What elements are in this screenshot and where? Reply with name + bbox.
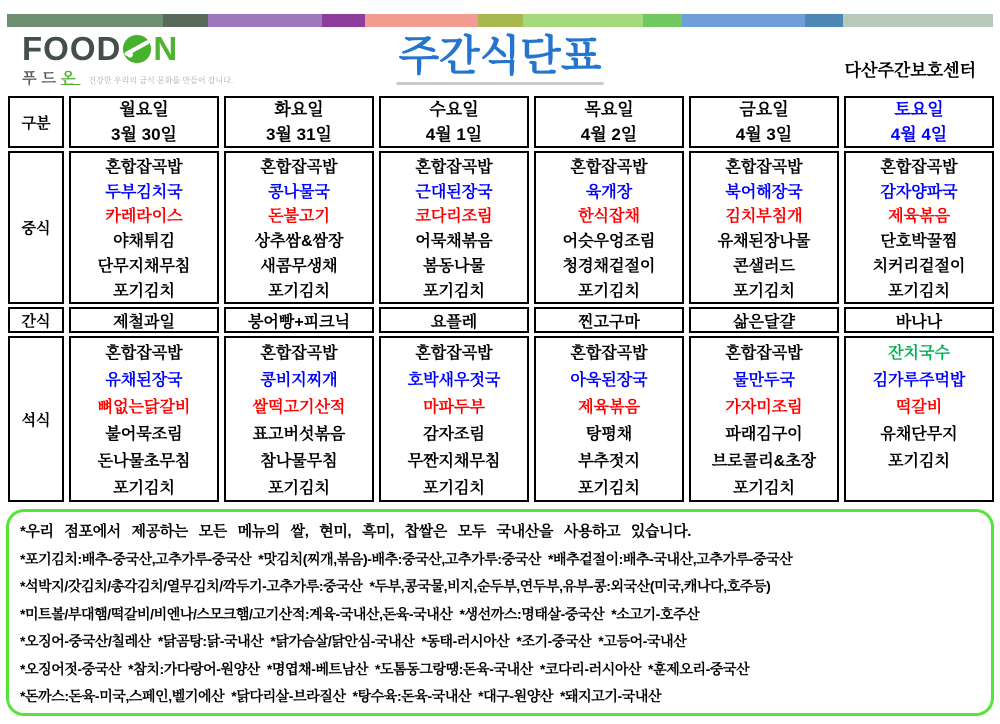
note-line: *석박지/갓김치/총각김치/열무김치/깍두기-고추가루:중국산 *두부,콩국물,비지,순두부,연두부,유부-콩:외국산(미국,캐나다,호주등) bbox=[20, 578, 771, 594]
menu-item: 불어묵조림 bbox=[105, 426, 183, 443]
menu-item: 부추젓지 bbox=[578, 453, 640, 470]
menu-item: 돈나물초무침 bbox=[97, 453, 191, 470]
brand-tagline: 건강한 우리의 급식 문화를 만들어 갑니다. bbox=[88, 76, 234, 85]
menu-item: 포기김치 bbox=[578, 480, 640, 497]
day-date: 4월 4일 bbox=[890, 125, 948, 144]
day-weekday: 월요일 bbox=[119, 100, 169, 119]
dinner-menu bbox=[224, 336, 374, 502]
menu-item: 야채튀김 bbox=[113, 233, 175, 251]
color-segment bbox=[843, 14, 993, 27]
menu-item: 단호박꿀찜 bbox=[880, 233, 958, 251]
brand-korean-on: 온 bbox=[60, 70, 81, 87]
lunch-menu bbox=[224, 151, 374, 304]
day-date: 3월 30일 bbox=[111, 125, 177, 144]
note-line: *미트볼/부대햄/떡갈비/비엔나/스모크햄/고기산적:계육-국내산,돈육-국내산 *생선까스:명태살-중국산 *소고기-호주산 bbox=[20, 605, 700, 622]
snack-menu: 삶은달걀 bbox=[689, 307, 839, 333]
menu-item: 잔치국수 bbox=[888, 345, 950, 362]
dinner-menu bbox=[689, 336, 839, 502]
menu-item: 코다리조림 bbox=[415, 208, 493, 226]
brand-subline bbox=[22, 67, 233, 88]
menu-item: 혼합잡곡밥 bbox=[570, 158, 648, 176]
day-header bbox=[844, 96, 994, 148]
brand-text-food: FOOD bbox=[22, 30, 122, 67]
day-date: 4월 2일 bbox=[580, 125, 638, 144]
menu-item: 북어해장국 bbox=[725, 183, 803, 201]
day-column-3 bbox=[379, 96, 529, 502]
menu-item: 제육볶음 bbox=[578, 399, 640, 416]
day-column-6 bbox=[844, 96, 994, 502]
day-column-5 bbox=[689, 96, 839, 502]
menu-item: 청경채겉절이 bbox=[562, 258, 656, 276]
menu-item: 포기김치 bbox=[578, 282, 640, 300]
page-title: 주간식단표 bbox=[397, 30, 604, 85]
menu-item: 혼합잡곡밥 bbox=[105, 345, 183, 362]
day-header bbox=[224, 96, 374, 148]
menu-item: 단무지채무침 bbox=[97, 258, 191, 276]
menu-item: 포기김치 bbox=[113, 282, 175, 300]
menu-item: 혼합잡곡밥 bbox=[570, 345, 648, 362]
menu-item: 마파두부 bbox=[423, 399, 485, 416]
lunch-menu bbox=[689, 151, 839, 304]
menu-item: 포기김치 bbox=[733, 480, 795, 497]
color-segment bbox=[7, 14, 163, 27]
menu-item: 탕평채 bbox=[585, 426, 633, 443]
menu-item: 뼈없는닭갈비 bbox=[97, 399, 191, 416]
category-column bbox=[8, 96, 64, 502]
top-color-bar bbox=[7, 14, 993, 27]
day-weekday: 수요일 bbox=[429, 100, 479, 119]
menu-item: 어묵채볶음 bbox=[415, 233, 493, 251]
menu-item: 콩비지찌개 bbox=[260, 372, 338, 389]
menu-item: 포기김치 bbox=[733, 282, 795, 300]
menu-item: 제육볶음 bbox=[888, 208, 950, 226]
menu-item: 포기김치 bbox=[888, 453, 950, 470]
lunch-menu bbox=[534, 151, 684, 304]
snack-menu: 바나나 bbox=[844, 307, 994, 333]
brand-korean-pudeu: 푸드 bbox=[22, 70, 61, 87]
day-date: 4월 3일 bbox=[735, 125, 793, 144]
color-segment bbox=[478, 14, 523, 27]
menu-item: 참나물무침 bbox=[260, 453, 338, 470]
menu-item: 포기김치 bbox=[888, 282, 950, 300]
menu-item: 혼합잡곡밥 bbox=[880, 158, 958, 176]
day-date: 3월 31일 bbox=[266, 125, 332, 144]
note-line: *오징어-중국산/칠레산 *닭곰탕:닭-국내산 *닭가슴살/닭안심-국내산 *동태-러시아산 *조기-중국산 *고등어-국내산 bbox=[20, 633, 687, 649]
snack-menu: 붕어빵+피크닉 bbox=[224, 307, 374, 333]
lunch-menu bbox=[844, 151, 994, 304]
day-weekday: 화요일 bbox=[274, 100, 324, 119]
lunch-menu bbox=[69, 151, 219, 304]
day-weekday: 목요일 bbox=[584, 100, 634, 119]
menu-item: 김치부침개 bbox=[725, 208, 803, 226]
snack-menu: 요플레 bbox=[379, 307, 529, 333]
color-segment bbox=[365, 14, 478, 27]
menu-item: 가자미조림 bbox=[725, 399, 803, 416]
note-line: *우리 점포에서 제공하는 모든 메뉴의 쌀, 현미, 흑미, 찹쌀은 모두 국내산을 사용하고 있습니다. bbox=[20, 523, 692, 540]
menu-item: 상추쌈&쌈장 bbox=[254, 233, 344, 251]
menu-item: 무짠지채무침 bbox=[407, 453, 501, 470]
menu-item: 감자조림 bbox=[423, 426, 485, 443]
menu-item: 아욱된장국 bbox=[570, 372, 648, 389]
day-header bbox=[69, 96, 219, 148]
menu-item: 유채된장나물 bbox=[717, 233, 811, 251]
color-segment bbox=[163, 14, 208, 27]
dinner-menu bbox=[69, 336, 219, 502]
color-segment bbox=[523, 14, 643, 27]
menu-item: 두부김치국 bbox=[105, 183, 183, 201]
menu-item: 어슷우엉조림 bbox=[562, 233, 656, 251]
menu-item: 혼합잡곡밥 bbox=[260, 158, 338, 176]
menu-item: 콘샐러드 bbox=[733, 258, 795, 276]
menu-item: 유채된장국 bbox=[105, 372, 183, 389]
snack-menu: 제철과일 bbox=[69, 307, 219, 333]
day-header bbox=[534, 96, 684, 148]
menu-item: 혼합잡곡밥 bbox=[725, 345, 803, 362]
menu-item: 혼합잡곡밥 bbox=[415, 158, 493, 176]
menu-item: 치커리겉절이 bbox=[872, 258, 966, 276]
menu-item: 호박새우젓국 bbox=[407, 372, 501, 389]
menu-item: 혼합잡곡밥 bbox=[105, 158, 183, 176]
menu-item: 봄동나물 bbox=[423, 258, 485, 276]
note-line: *포기김치:배추-중국산,고추가루-중국산 *맛김치(찌개,볶음)-배추:중국산,고추가루:중국산 *배추겉절이:배추-국내산,고추가루-중국산 bbox=[20, 550, 793, 567]
center-name: 다산주간보호센터 bbox=[844, 61, 976, 80]
menu-table bbox=[8, 96, 994, 502]
menu-item: 새콤무생채 bbox=[260, 258, 338, 276]
note-line: *오징어젓-중국산 *참치:가다랑어-원양산 *명엽채-베트남산 *도톰동그랑땡:돈육-국내산 *코다리-러시아산 *훈제오리-중국산 bbox=[20, 660, 750, 677]
menu-item: 혼합잡곡밥 bbox=[415, 345, 493, 362]
row-label-dinner: 석식 bbox=[8, 336, 64, 502]
menu-item: 근대된장국 bbox=[415, 183, 493, 201]
menu-item: 포기김치 bbox=[423, 282, 485, 300]
page-header bbox=[0, 30, 1000, 92]
notes-box bbox=[6, 509, 994, 716]
color-segment bbox=[322, 14, 365, 27]
menu-item: 유채단무지 bbox=[880, 426, 958, 443]
menu-item: 표고버섯볶음 bbox=[252, 426, 346, 443]
corner-label: 구분 bbox=[8, 96, 64, 148]
day-header bbox=[689, 96, 839, 148]
dinner-menu bbox=[534, 336, 684, 502]
day-column-4 bbox=[534, 96, 684, 502]
menu-item: 카레라이스 bbox=[105, 208, 183, 226]
menu-item: 콩나물국 bbox=[268, 183, 330, 201]
dinner-menu bbox=[379, 336, 529, 502]
menu-item: 포기김치 bbox=[113, 480, 175, 497]
brand-wordmark bbox=[22, 32, 233, 66]
menu-item: 브로콜리&초장 bbox=[711, 453, 817, 470]
brand-o-spoon-icon bbox=[122, 34, 152, 64]
menu-item: 떡갈비 bbox=[895, 399, 943, 416]
day-weekday: 금요일 bbox=[739, 100, 789, 119]
menu-item: 물만두국 bbox=[733, 372, 795, 389]
menu-item: 혼합잡곡밥 bbox=[725, 158, 803, 176]
brand-korean bbox=[22, 67, 80, 88]
note-line: *돈까스:돈육-미국,스페인,벨기에산 *닭다리살-브라질산 *탕수육:돈육-국내산 *대구-원양산 *돼지고기-국내산 bbox=[20, 688, 662, 704]
color-segment bbox=[805, 14, 843, 27]
lunch-menu bbox=[379, 151, 529, 304]
menu-item: 포기김치 bbox=[423, 480, 485, 497]
menu-item: 한식잡채 bbox=[578, 208, 640, 226]
day-header bbox=[379, 96, 529, 148]
day-column-2 bbox=[224, 96, 374, 502]
row-label-lunch: 중식 bbox=[8, 151, 64, 304]
menu-item: 파래김구이 bbox=[725, 426, 803, 443]
dinner-menu bbox=[844, 336, 994, 502]
menu-item: 김가루주먹밥 bbox=[872, 372, 966, 389]
foodon-logo bbox=[22, 32, 233, 88]
snack-menu: 찐고구마 bbox=[534, 307, 684, 333]
color-segment bbox=[208, 14, 322, 27]
menu-item: 감자양파국 bbox=[880, 183, 958, 201]
day-date: 4월 1일 bbox=[425, 125, 483, 144]
brand-text-n: N bbox=[153, 30, 179, 67]
day-weekday: 토요일 bbox=[894, 100, 944, 119]
menu-item: 포기김치 bbox=[268, 282, 330, 300]
menu-item: 포기김치 bbox=[268, 480, 330, 497]
color-segment bbox=[682, 14, 805, 27]
menu-item: 쌀떡고기산적 bbox=[252, 399, 346, 416]
menu-item: 혼합잡곡밥 bbox=[260, 345, 338, 362]
day-column-1 bbox=[69, 96, 219, 502]
row-label-snack: 간식 bbox=[8, 307, 64, 333]
color-segment bbox=[643, 14, 682, 27]
menu-item: 육개장 bbox=[585, 183, 633, 201]
menu-item: 돈불고기 bbox=[268, 208, 330, 226]
